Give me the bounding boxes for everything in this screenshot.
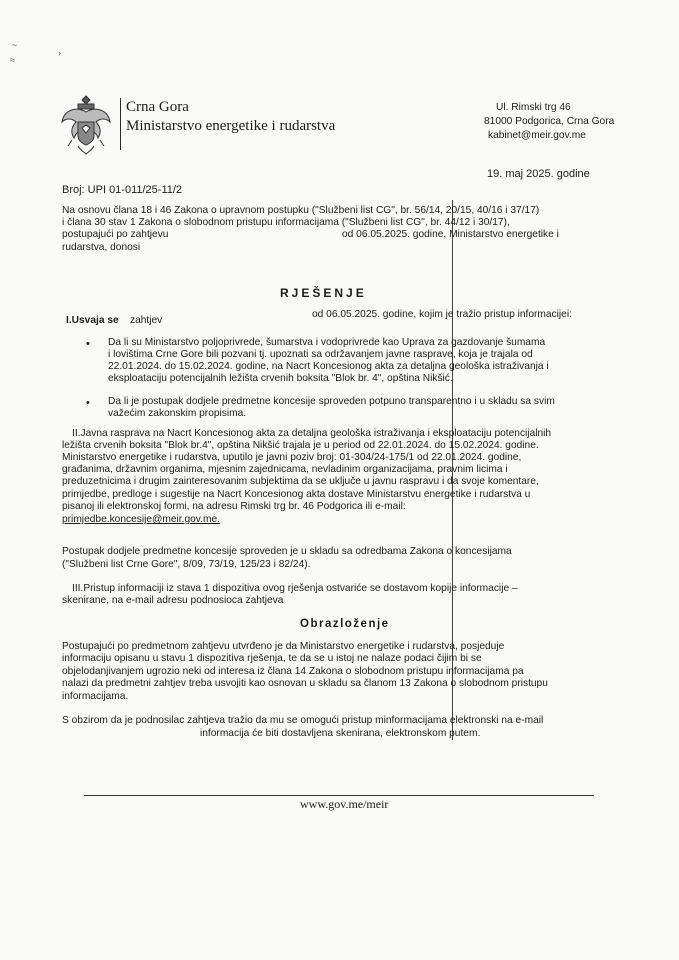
intro-line: postupajući po zahtjevu [62, 229, 169, 240]
file-number: Broj: UPI 01-011/25-11/2 [62, 184, 183, 196]
scan-mark: ~ [12, 40, 18, 50]
point-two-b-line: ("Službeni list Crne Gore", 8/09, 73/19, 125/23 i 82/24). [62, 559, 311, 570]
footer-divider [84, 795, 594, 796]
reasoning-line: Postupajući po predmetnom zahtjevu utvrđeno je da Ministarstvo energetike i rudarstva, posjeduje [62, 641, 505, 652]
point-two-line: preduzetnicima i drugim zainteresovanim subjektima da se uključe u javnu raspravu i da svoje komentare, [62, 476, 539, 487]
point-two-line: II.Javna rasprava na Nacrt Koncesionog akta za detaljna geološka istraživanja i eksploataciju potencijalnih [72, 428, 552, 439]
bullet-line: eksploataciju potencijalnih ležišta crvenih boksita "Blok br. 4", opština Nikšić. [108, 373, 453, 384]
bullet-line: i lovištima Crne Gore bili pozvani tj. upoznati sa održavanjem javne rasprave, koja je trajala od [108, 349, 533, 360]
country-name: Crna Gora [126, 99, 189, 115]
bullet-icon: • [86, 338, 90, 350]
bullet-line: Da li je postupak dodjele predmetne koncesije sproveden potpuno transparentno i u skladu sa svim [108, 396, 555, 407]
comments-email-link[interactable]: primjedbe.koncesije@meir.gov.me. [62, 514, 220, 525]
document-title: RJEŠENJE [280, 286, 367, 300]
coat-of-arms-icon [58, 92, 114, 160]
address-city: 81000 Podgorica, Crna Gora [484, 116, 615, 127]
bullet-line: 22.01.2024. do 15.02.2024. godine, na Nacrt Koncesionog akta za detaljna geološka istraživanja i [108, 361, 549, 372]
point-one-lead: I.Usvaja se [66, 315, 119, 326]
point-two-line: primjedbe, predloge i sugestije na Nacrt Koncesionog akta dostave Ministarstvu energetike i rudarstva u [62, 489, 531, 500]
bullet-line: važećim zakonskim propisima. [108, 408, 247, 419]
footer-website-link[interactable]: www.gov.me/meir [300, 797, 389, 811]
reasoning-line: nalazi da predmetni zahtjev treba usvojiti kao osnovan u skladu sa članom 13 Zakona o slobodnom pristupu [62, 678, 548, 689]
scan-mark: ≈ [10, 55, 15, 65]
reasoning-line: informacijama. [62, 691, 129, 702]
reasoning-line: S obzirom da je podnosilac zahtjeva tražio da mu se omogući pristup minformacijama elektronski na e-mail [62, 715, 544, 726]
point-three-line: skenirane, na e-mail adresu podnosioca zahtjeva [62, 595, 284, 606]
bullet-line: Da li su Ministarstvo poljoprivrede, šumarstva i vodoprivrede kao Uprava za gazdovanje šumama [108, 337, 546, 348]
point-three-line: III.Pristup informaciji iz stava 1 dispozitiva ovog rješenja ostvariće se dostavom kopije informacije – [72, 583, 518, 594]
intro-line: i člana 30 stav 1 Zakona o slobodnom pristupu informacijama ("Službeni list CG", br. 44/12 i 30/17), [62, 217, 510, 228]
bullet-icon: • [86, 397, 90, 409]
address-street: Ul. Rimski trg 46 [496, 102, 571, 113]
contact-email: kabinet@meir.gov.me [488, 130, 586, 141]
scan-mark: › [58, 48, 61, 58]
reasoning-title: Obrazloženje [300, 618, 390, 630]
point-two-line: Ministarstvo energetike i rudarstva, uputilo je javni poziv broj: 01-304/24-175/1 od 22.01.2024. godine, [62, 452, 522, 463]
point-one-tail: od 06.05.2025. godine, kojim je tražio pristup informacijei: [312, 309, 572, 320]
reasoning-line: informaciju opisanu u stavu 1 dispozitiva rješenja, te da se u istoj ne nalaze podaci čijim bi se [62, 653, 482, 664]
point-two-line: ležišta crvenih boksita "Blok br.4", opština Nikšić trajala je u period od 22.01.2024. do 15.02.2024. godine. [62, 440, 539, 451]
point-two-line: građanima, državnim organima, mjesnim zajednicama, nevladinim organizacijama, pravnim licima i [62, 464, 508, 475]
document-date: 19. maj 2025. godine [487, 168, 590, 180]
intro-line: rudarstva, donosi [62, 242, 141, 253]
point-two-b-line: Postupak dodjele predmetne koncesije sproveden je u skladu sa odredbama Zakona o koncesijama [62, 546, 512, 557]
intro-line: od 06.05.2025. godine, Ministarstvo energetike i [342, 229, 559, 240]
ministry-name: Ministarstvo energetike i rudarstva [126, 118, 336, 134]
reasoning-line: objelodanjivanjem ugrozio neki od interesa iz člana 14 Zakona o slobodnom pristupu informacijama pa [62, 666, 524, 677]
reasoning-line: informacija će biti dostavljena skenirana, elektronskom putem. [200, 728, 481, 739]
intro-line: Na osnovu člana 18 i 46 Zakona o upravnom postupku ("Službeni list CG", br. 56/14, 20/15, 40/16 i 37/17) [62, 205, 540, 216]
point-one-rest: zahtjev [130, 315, 163, 326]
point-two-line: pisanoj ili elektronskoj formi, na adresu Rimski trg br. 46 Podgorica ili e-mail: [62, 501, 406, 512]
header-divider [120, 98, 121, 150]
